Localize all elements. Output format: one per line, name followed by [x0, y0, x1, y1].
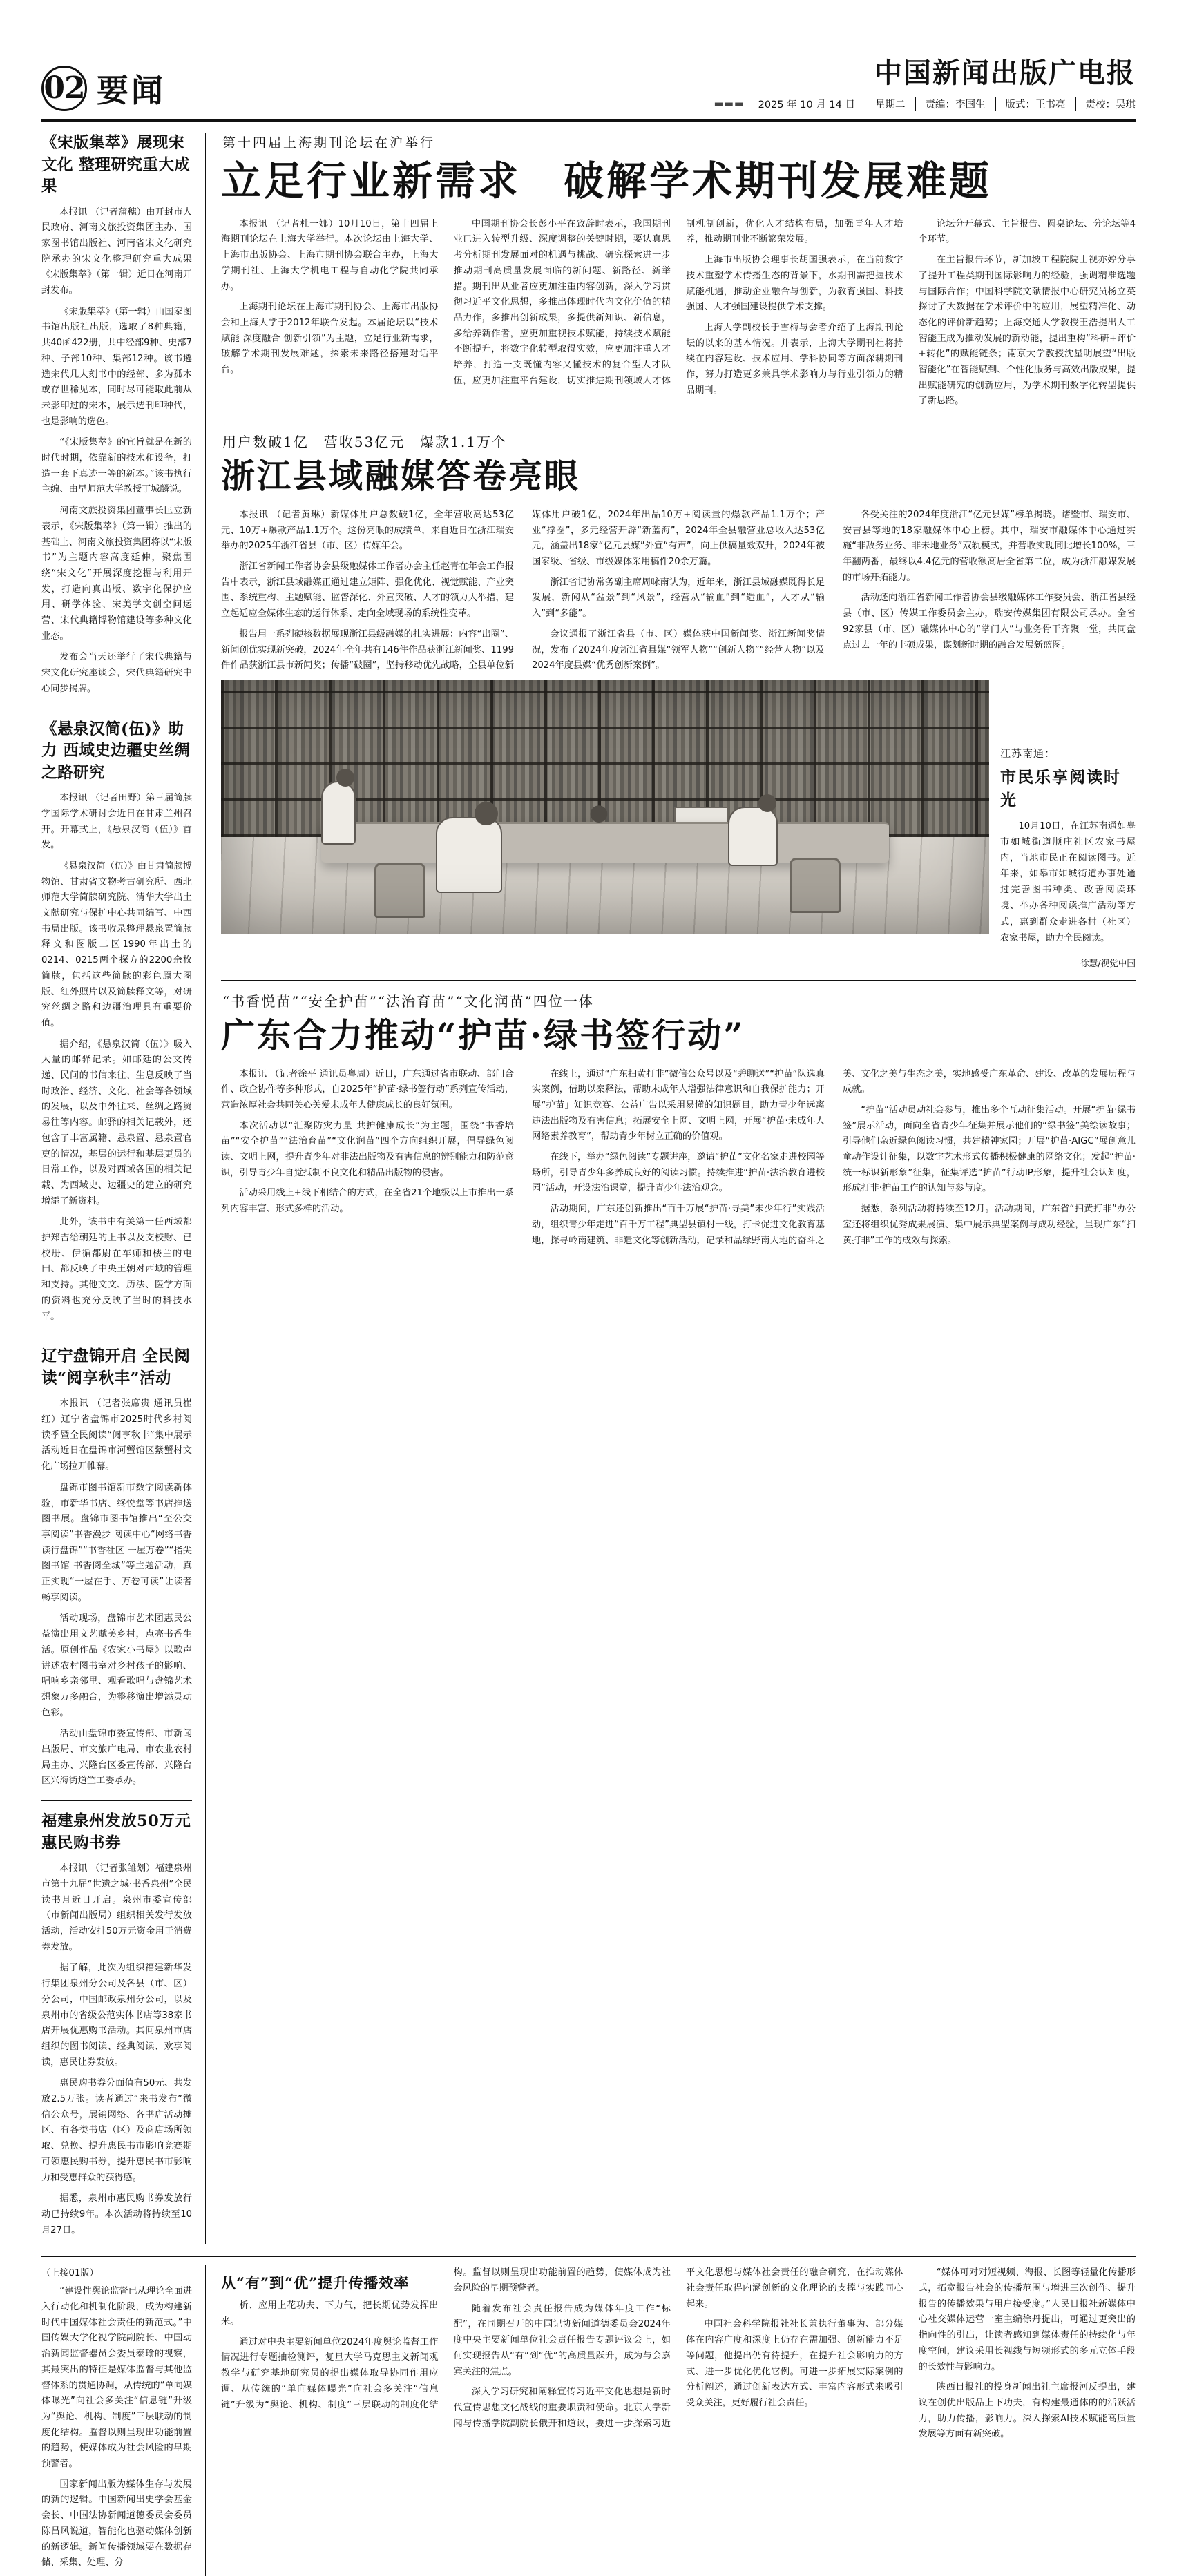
main-column [209, 133, 1136, 2244]
rail-p: 本报讯 （记者张雏划）福建泉州市第十九届“世遗之城·书香泉州”全民读书月近日开启。泉州市委宣传部（市新闻出版局）组织相关发行发放活动，活动安排50万元资金用于消费券发放。 [41, 1863, 192, 1952]
story3-headline: 广东合力推动“护苗·绿书签行动” [221, 1015, 745, 1055]
story2-headline: 浙江县域融媒答卷亮眼 [221, 456, 581, 497]
continuation-p: “媒体可对对短视频、海报、长图等轻量化传播形式，拓宽报告社会的传播范围与增进三次创作、提升报告的传播效果与用户接受度。”人民日报社新媒体中心社交媒体运营一室主编徐丹提出，可通过更突出的指向性的引出，让读者感知到媒体责任的持续化与年度空间，建议采用长视线与短频形式的多元立体手段的长效性与影响力。 [918, 2267, 1136, 2372]
rail-article-title-1: 《宋版集萃》展现宋文化 整理研究重大成果 [41, 134, 191, 195]
continuation-p: 深入学习研究和阐释宣传习近平文化思想是新时代宣传思想文化战线的重要职责和使命。北京大学新闻与传播学院副院长俄开和道议，要进一步探索习近平文化思想与媒体社会责任的融合研究，在推动媒体社会责任取得内涵创新的文化理论的支撑与实践同心起来。 [453, 2267, 903, 2429]
continuation-block [41, 2256, 1136, 2576]
masthead-meta [714, 97, 1136, 111]
rail-p: 本报讯 （记者张席贵 通讯员崔红）辽宁省盘锦市2025时代乡村阅读季暨全民阅读“阅享秋丰”集中展示活动近日在盘锦市河蟹馆区紫蟹村文化广场拉开帷幕。 [41, 1398, 192, 1472]
caption-location: 江苏南通： [1000, 747, 1056, 760]
left-rail [41, 133, 202, 2244]
story3-p: 在线上，通过“广东扫黄打非”微信公众号以及“碧聊送”“护苗”队选真实案例，借助以案释法，帮助未成年人增强法律意识和自我保护能力；开展“护苗」知识竞赛、公益广告以采用易懂的知识题目，助力青少年远离违法出版物及有害信息；拓展安全上网、文明上网，开展“护苗·未成年人网络素养教育”，帮助青少年树立正确的价值观。 [532, 1068, 825, 1142]
continuation-p: 国家新闻出版为媒体生存与发展的新的逻辑。中国新闻出史学会基金会长、中国法协新闻道德委员会委员陈昌风说道，智能化也驱动媒体创新的新逻辑。新闻传播领域要在数据存储、采集、处理、分 [41, 2479, 192, 2568]
photo-vignette [221, 680, 989, 934]
masthead-rule [41, 119, 1136, 122]
story3-kicker: “书香悦苗”“安全护苗”“法治育苗”“文化润苗”四位一体 [222, 992, 594, 1010]
story1-p: 上海大学副校长于雪梅与会者介绍了上海期刊论坛的以来的基本情况。并表示，上海大学期刊社将持续在内容建设、技术应用、学科协同等方面深耕期刊作，努力打造更多兼具学术影响力与行业引领力的精品期刊。 [686, 322, 903, 396]
continuation-left [41, 2265, 202, 2576]
caption-headline: 市民乐享阅读时光 [1000, 767, 1121, 809]
story3-p: 本报讯 （记者徐平 通讯员粤周）近日，广东通过省市联动、部门合作、政企协作等多种形式，自2025年“护苗·绿书签行动”系列宣传活动，营造浓厚社会共同关心关爱未成年人健康成长的良好氛围。 [221, 1068, 514, 1111]
paper-name: 中国新闻出版广电报 [874, 57, 1136, 89]
story1-p: 上海市出版协会理事长胡国强表示，在当前数字技术重塑学术传播生态的背景下，水期刊需把握技术赋能机遇，推动企业融合与创新，为教育强国、科技强国、人才强国建设提供学术支撑。 [686, 255, 903, 313]
continuation-p: 析、应用上花功夫、下力气，把长期优势发挥出来。 [221, 2300, 439, 2327]
rail-article-title-3: 辽宁盘锦开启 全民阅读“阅享秋丰”活动 [41, 1347, 191, 1387]
rail-p: 河南文旅投资集团董事长匡立新表示，《宋版集萃》（第一辑）推出的基础上、河南文旅投资集团将以“宋版书”为主题内容高度延伸，聚焦围绕“宋文化”开展深度挖掘与利用开发，打造向真出版、数字化保护应用、研学体验、宋美学文创空间运营、宋代典籍博物馆建设等多种文化业态。 [41, 506, 192, 642]
rail-divider [41, 1800, 192, 1801]
rail-p: 据悉，泉州市惠民购书券发放行动已持续9年。本次活动将持续至10月27日。 [41, 2193, 192, 2236]
story3-p: 在线下，举办“绿色阅读”专题讲座，邀请“护苗”文化名家走进校园等场所，引导青少年多养成良好的阅读习惯。持续推进“护苗·法治教育进校园”活动，开设法治课堂，提升青少年法治观念。 [532, 1152, 825, 1194]
masthead-right [714, 51, 1136, 111]
rail-article-title-2: 《悬泉汉简(伍)》助力 西域史边疆史丝绸之路研究 [41, 720, 191, 782]
rail-vertical-rule [205, 133, 206, 2244]
story-divider-2 [221, 980, 1136, 981]
rail-p: 发布会当天还举行了宋代典籍与宋文化研究座谈会，宋代典籍研究中心同步揭牌。 [41, 652, 192, 694]
continuation-p: 陕西日报社的投身新闻出社主席报河反提出，建议在创优出版品上下功夫，有构建最通体的的活跃活力，助力传播，影响力。深入探索AI技术赋能高质量发展等方面有新突破。 [918, 2382, 1136, 2440]
continuation-subheading: 从“有”到“优”提升传播效率 [221, 2274, 410, 2292]
proofreader-credit: 责校：吴琪 [1085, 99, 1136, 110]
rail-p: 盘锦市图书馆新市数字阅读新体验，市新华书店、终悦堂等书店推送图书展。盘锦市图书馆推出“至公交 享阅读”书香漫步 阅读中心“网络书香 读行盘锦”“书香社区 一屋万卷”“指尖图书馆 书香阅全城”等主题活动，真正实现“一屋在手、万卷可读”让读者畅享阅读。 [41, 1482, 192, 1603]
continued-from-label: （上接01版） [41, 2268, 99, 2279]
story2-p: 各受关注的2024年度浙江“亿元县媒”榜单揭晓。诸暨市、瑞安市、安吉县等地的18家融媒体中心上榜。其中，瑞安市融媒体中心通过实施“非敌务业务、非未地业务”双轨模式，并营收实现同比增长100%，三年翻两番，最终以4.4亿元的营收额高居全省第二位，成为浙江融媒发展的市场开拓能力。 [843, 509, 1136, 583]
story3-p: 据悉，系列活动将持续至12月。活动期间，广东省“扫黄打非”办公室还将组织优秀成果展演、集中展示典型案例与成功经验，呈现广东“扫黄打非”工作的成效与探索。 [843, 1204, 1136, 1246]
story1-p: 在主旨报告环节，新加坡工程院院士视亦婷分享了提升工程类期刊国际影响力的经验，强调精准选题与国际合作；中国科学院文献情报中心研究员杨立英探讨了大数据在学术评价中的应用，展望精准化、动态化的评价新趋势；上海交通大学教授王浩提出人工智能正成为推动发展的新动能，提出重构“科研+评价+转化”的赋能链条；南京大学教授沈星明展望“出版智能化”在智能赋到、个性化服务与高效出版成果，提出赋能研究的创新应用，为学术期刊数字化转型提供了新思路。 [918, 255, 1136, 407]
story3-p: “护苗”活动员动社会参与，推出多个互动征集活动。开展“护苗·绿书签”展示活动，面向全省青少年征集并展示他们的“绿书签”美绘读故事；引导他们亲近绿色阅读习惯，共建精神家园；开展“护苗·AIGC”展创意儿童动作设计征集，以数字艺术形式传播积极健康的网络文化；发起“护苗·统一标识新形象”征集，征集评选“护苗”行动IP形象，提升社会认知度，形成打非·护苗工作的认知与参与度。 [843, 1104, 1136, 1194]
photo-block [221, 680, 1136, 969]
story3-p: 活动采用线上+线下相结合的方式，在全省21个地级以上市推出一系列内容丰富、形式多样的活动。 [221, 1188, 514, 1215]
library-reading-photo [221, 680, 989, 934]
story2-p: 浙江省新闻工作者协会县级融媒体工作者办会主任赵青在年会工作报告中表示，浙江县域融媒正通过建立矩阵、强化优化、视觉赋能、产业突围、系统重构、主题赋能、监督深化、外宣突破、人才的领力大举措，建立起适应全媒体生态的运行体系、走向全域现场的系统性变革。 [221, 561, 514, 619]
continuation-right [209, 2265, 1136, 2576]
story3-p: 活动期间，广东还创新推出“百千万展“护苗·寻美”未少年行”实践活动，组织青少年走进“百千万工程”典型县镇村一线，打卡促进文化教育基地，探寻岭南建筑、非遗文化等创新活动，记录和品绿野南大地的奋斗之美、文化之美与生态之美，实地感受广东革命、建设、改革的发展历程与成就。 [532, 1068, 1136, 1246]
story1-headline: 立足行业新需求 破解学术期刊发展难题 [221, 157, 993, 204]
story3-body [221, 1067, 1136, 1249]
story1-p: 本报讯 （记者杜一娜）10月10日，第十四届上海期刊论坛在上海大学举行。本次论坛由上海大学、上海市出版协会、上海市期刊协会联合主办，上海大学期刊社、上海大学机电工程与自动化学院共同承办。 [221, 218, 439, 292]
rail-article-title-4: 福建泉州发放50万元 惠民购书券 [41, 1812, 191, 1852]
caption-credit: 徐慧/视觉中国 [1080, 957, 1136, 968]
rail-p: 活动现场，盘锦市艺术团惠民公益演出用文艺赋美乡村，点亮书香生活。原创作品《农家小书屋》以歌声讲述农村图书室对乡村孩子的影响、唱响乡亲邻里、观看歌唱与盘锦艺术想象万多融合，为整移演出增添灵动色彩。 [41, 1613, 192, 1718]
photo-caption [1000, 680, 1136, 969]
rail-p: 活动由盘锦市委宣传部、市新闻出版局、市文旅广电局、市农业农村局主办、兴隆台区委宣传部、兴隆台区兴海街道竺工委承办。 [41, 1729, 192, 1787]
rail-p: “《宋版集萃》的宜旨就是在新的时代时期，依靠新的技术和设备，打造一套下真迹一等的新本。”该书执行主编、由早师范大学教授丁城麟说。 [41, 437, 192, 495]
rail-p: 本报讯 （记者蒲穗）由开封市人民政府、河南文旅投资集团主办、国家图书馆出版社、河南省宋文化研究院承办的宋文化整理研究重大成果《宋版集萃》（第一辑）近日在河南开封发布。 [41, 206, 192, 296]
continuation-body [221, 2265, 1136, 2443]
story2-p: 会议通报了浙江省县（市、区）媒体获中国新闻奖、浙江新闻奖情况，发布了2024年度浙江省县媒“领军人物”“创新人物”“经营人物”以及2024年度县媒“优秀创新案例”。 [532, 628, 825, 671]
masthead [41, 0, 1136, 111]
editor-credit: 责编：李国生 [916, 97, 996, 111]
continuation-p: “建设性舆论监督已从理论全面进入行动化和机制化阶段，成为构建新时代中国媒体社会责任的新范式。”中国传媒大学化视学院副院长、中国动治新闻监督器员会委员泰瑜的视察，其最突出的特征是媒体监督与其他监督体系的贯通协调，从传统的“单向媒体曝光”向社会多关注“信息链”升级为“舆论、机构、制度”三层联动的制度化结构。监督以则呈现出功能前置的趋势，使媒体成为社会风险的早期预警者。 [41, 2286, 192, 2470]
publish-date: 2025 年 10 月 14 日 [749, 97, 865, 111]
rail-p: 据了解，此次为组织福建新华发行集团泉州分公司及各县（市、区）分公司，中国邮政泉州分公司，以及泉州市的省级公范实体书店等38家书店开展优惠购书活动。其间泉州市店组织的图书阅读、经典阅读、欢享阅读，惠民让券发放。 [41, 1963, 192, 2068]
continuation-p: 通过对中央主要新闻单位2024年度舆论监督工作情况进行专题抽检测评，复旦大学马克思主义新闻观教学与研究基地研究员的提出媒体取导协同作用应调、从传统的“单向媒体曝光”向社会多关注“信息链”升级为“舆论、机构、制度”三层联动的制度化结构。监督以则呈现出功能前置的趋势，使媒体成为社会风险的早期预警者。 [221, 2267, 671, 2410]
story1-p: 论坛分开幕式、主旨报告、圆桌论坛、分论坛等4个环节。 [918, 218, 1136, 245]
page-number: 02 [41, 66, 87, 111]
masthead-left [41, 66, 166, 111]
continuation-vertical-rule [205, 2265, 206, 2576]
weekday: 星期二 [865, 97, 916, 111]
story1-kicker: 第十四届上海期刊论坛在沪举行 [222, 135, 436, 151]
caption-body: 10月10日，在江苏南通如皋市如城街道顺庄社区农家书屋内，当地市民正在阅读图书。近年来，如皋市如城街道办事处通过完善图书种类、改善阅读环境、举办各种阅读推广活动等方式，惠到群众走进各村（社区）农家书屋，助力全民阅读。 [1000, 820, 1136, 943]
story1-p: 中国期刊协会长彭小平在致辞时表示，我国期刊业已进入转型升级、深度调整的关键时期，要认真思考分析期刊发展面对的机遇与挑战、研究探索进一步推动期刊高质量发展面临的新问题、新路径、新举措。期刊出从业者应更加注重内容创新，深入学习贯彻习近平文化思想，多推出体现时代内文化价值的精品力作，多推出创新成果，多提供新知识、新信息，多给养新作者，应更加重视技术赋能，持续技术赋能不断提升，将数字化转型取得实效，应更加注重人才培养，打造一支既懂内容又懂技术的复合型人才队伍，应更加注重平台建设，切实推进期刊领域人才体制机制创新，优化人才结构布局，加强青年人才培养，推动期刊业不断繁荣发展。 [453, 218, 903, 386]
rail-p: 惠民购书券分面值有50元、共发放2.5万张。读者通过“来书发布”微信公众号，展销网络、各书店活动摊区、有各类书店（区）及商店场所领取、兑换、提升惠民书市影响竞赛期可领惠民购书券，提升惠民书市影响力和受惠群众的获得感。 [41, 2078, 192, 2183]
story2-p: 本报讯 （记者黄琳）新媒体用户总数破1亿，全年营收高达53亿元、10万+爆款产品1.1万个。这份亮眼的成绩单，来自近日在浙江瑞安举办的2025年浙江省县（市、区）传媒年会。 [221, 509, 514, 552]
section-title: 要闻 [97, 72, 166, 109]
rail-p: 《悬泉汉简（伍）》由甘肃简牍博物馆、甘肃省文物考古研究所、西北师范大学简牍研究院、清华大学出土文献研究与保护中心共同编写、中西书局出版。该书收录整理悬泉置简牍释文和图版二区1990年出土的0214、0215两个探方的2200余枚简牍，包括这些简牍的彩色原大图版、红外照片以及简牍释文等，对研究丝绸之路和边疆治理具有重要价值。 [41, 861, 192, 1028]
story1-body [221, 217, 1136, 410]
rail-p: 《宋版集萃》（第一辑）由国家图书馆出版社出版，选取了8种典籍，共40函422册，共中经部9种、史部7种、子部10种、集部12种。该书遴选宋代几大刻书中的经部、多为孤本或存世稀见本，同时尽可能取此前从未影印过的宋本，展示选刊印种代，也是影响的选色。 [41, 306, 192, 427]
layout-credit: 版式：王书亮 [996, 97, 1076, 111]
rail-p: 本报讯 （记者田野）第三届简牍学国际学术研讨会近日在甘肃兰州召开。开幕式上，《悬泉汉简（伍）》首发。 [41, 793, 192, 851]
meta-dots: ▬▬▬ [714, 98, 745, 110]
story1-p: 上海期刊论坛在上海市期刊协会、上海市出版协会和上海大学于2012年联合发起。本届论坛以“技术赋能 深度融合 创新引领”为主题，立足行业新需求，破解学术期刊发展难题，探索未来路径搭建对话平台。 [221, 302, 439, 376]
page-body [41, 133, 1136, 2244]
rail-p: 据介绍，《悬泉汉简（伍）》吸入大量的邮驿记录。如邮廷的公文传递、民间的书信来往、生息反映了当时政治、经济、文化、社会等各领域的发展，以及中外往来、丝绸之路贸易往等内容。邮驿的相关记载外，还包含了丰富属籍、悬泉置、悬泉置官吏的情况，基层的运行和基层更员的日常工作，以及对西域各国的相关记载、为西域史、边疆史的建立的研究增添了新资料。 [41, 1039, 192, 1207]
story2-p: 报告用一系列硬核数据展现浙江县级融媒的扎实进展：内容“出圈”、新闻创优实现新突破，2024年全年共有146件作品获浙江新闻奖、1199件作品获浙江县市新闻奖；传播“破圈”，坚持移动优先战略，全县单位新媒体用户破1亿，2024年出品10万+阅读量的爆款产品1.1万个；产业“撑圈”，多元经营开辟“新蓝海”，2024年全县融营业总收入达53亿元，涵盖出18家“亿元县媒”外宣“有声”，向上供稿量效双升，2024年被国家级、省级、市级媒体采用稿件20余万篇。 [221, 509, 825, 671]
story2-p: 浙江省记协常务副主席周咏南认为，近年来，浙江县域融媒既得长足发展，新闻从“盆景”到“风景”，经营从“输血”到“造血”，人才从“输入”到“多能”。 [532, 577, 825, 619]
continuation-p: 随着发布社会责任报告成为媒体年度工作“标配”，在同期召开的中国记协新闻道德委员会2024年度中央主要新闻单位社会责任报告专题评议会上，如何实现报告从“有”到“优”的高质量跃升，成为与会嘉宾关注的焦点。 [453, 2303, 671, 2377]
story2-body [221, 508, 1136, 674]
story2-p: 活动还向浙江省新闻工作者协会县级融媒体工作委员会、浙江省县经县（市、区）传媒工作委员会主办，瑞安传媒集团有限公司承办。全省92家县（市、区）融媒体中心的“掌门人”与业务骨干齐聚一堂，共同盘点过去一年的丰硕成果，谋划新时期的融合发展新蓝图。 [843, 593, 1136, 651]
rail-p: 此外，该书中有关第一任西域都护郑吉给朝廷的上书以及支校财、已校册、伊循都尉在车师和楼兰的屯田、都反映了中央王朝对西域的管理和支持。其他文文、历法、医学方面的资料也充分反映了当时的科技水平。 [41, 1217, 192, 1322]
story3-p: 本次活动以“汇聚防灾力量 共护健康成长”为主题，围绕“书香培苗”“安全护苗”“法治育苗”“文化润苗”四个方向组织开展，倡导绿色阅读、文明上网，提升青少年对非法出版物及有害信息的辨别能力和防范意识，引导青少年自觉抵制不良文化和精品出版物的侵害。 [221, 1120, 514, 1178]
continuation-p: 中国社会科学院报社社长兼执行董事为、部分媒体在内容广度和深度上仍存在需加强、创新能力不足等问题，他提出仍有待提升，在提升社会影响力的方式、进一步优化优化它例。可进一步拓展实际案例的分析阐述，通过创新表达方式、丰富内容形式来吸引受众关注，更好履行社会责任。 [686, 2319, 903, 2408]
story2-kicker: 用户数破1亿 营收53亿元 爆款1.1万个 [222, 434, 507, 451]
